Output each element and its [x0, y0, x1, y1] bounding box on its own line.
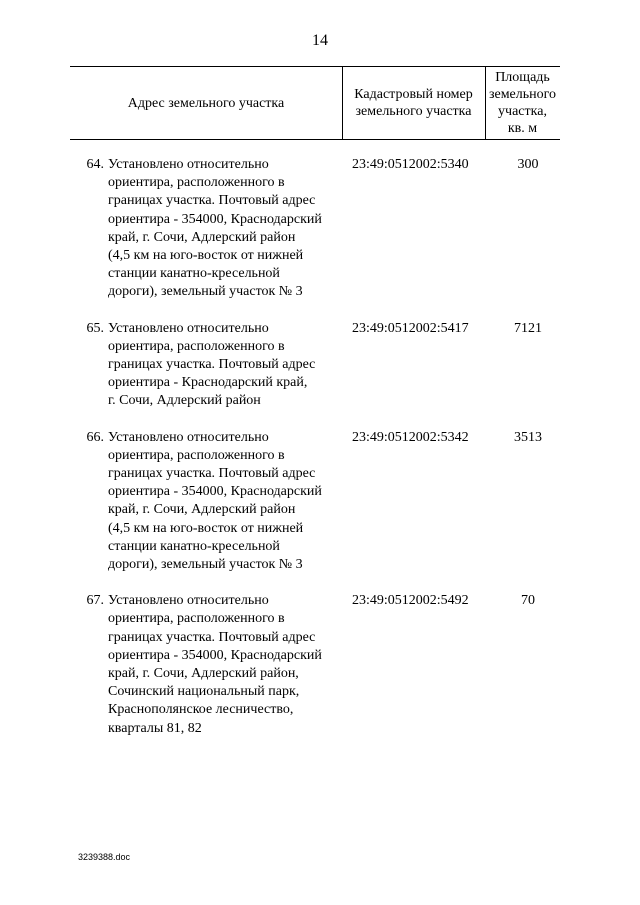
row-address: Установлено относительно ориентира, расположенного в границах участка. Почтовый адрес ориентира - 354000, Краснодарский край, г. Сочи, Адлерский район, Сочинский национальный парк, Краснополянское лесничество, кварталы 81, 82: [108, 593, 322, 736]
row-area: 70: [521, 593, 535, 609]
header-cadastral-line: Кадастровый номер: [354, 87, 473, 102]
table-row: [70, 592, 560, 738]
header-address: [70, 66, 342, 140]
header-area-line: участка,: [498, 104, 547, 119]
page-number: 14: [312, 32, 328, 49]
row-cadastral-number: 23:49:0512002:5417: [352, 320, 469, 336]
row-address: Установлено относительно ориентира, расположенного в границах участка. Почтовый адрес ориентира - 354000, Краснодарский край, г. Сочи, Адлерский район (4,5 км на юго-восток от нижней станции канатно-кресельной дороги), земельный участок № 3: [108, 157, 322, 300]
document-filename: 3239388.doc: [78, 852, 131, 862]
header-area-line: земельного: [488, 87, 557, 102]
row-cadastral-number: 23:49:0512002:5340: [352, 157, 469, 172]
header-area: [485, 66, 560, 140]
header-area-line: Площадь: [495, 70, 550, 85]
table-row: [70, 429, 560, 575]
header-address-label: Адрес земельного участка: [127, 95, 285, 111]
row-number: 65.: [86, 320, 104, 336]
table-header: [70, 66, 560, 140]
header-cadastral: [342, 66, 485, 140]
row-number: 67.: [86, 593, 104, 609]
header-area-line: кв. м: [507, 121, 538, 136]
row-area: 7121: [514, 320, 542, 336]
row-number: 64.: [86, 157, 104, 172]
row-area: 300: [517, 157, 539, 172]
row-address: Установлено относительно ориентира, расположенного в границах участка. Почтовый адрес ориентира - 354000, Краснодарский край, г. Сочи, Адлерский район (4,5 км на юго-восток от нижней станции канатно-кресельной дороги), земельный участок № 3: [108, 429, 322, 573]
row-cadastral-number: 23:49:0512002:5492: [352, 593, 469, 609]
row-address: Установлено относительно ориентира, расположенного в границах участка. Почтовый адрес ориентира - Краснодарский край, г. Сочи, Адлерский район: [108, 320, 316, 409]
header-cadastral-line: земельного участка: [355, 104, 472, 119]
table-row: [70, 320, 560, 411]
table-row: [70, 156, 560, 302]
row-cadastral-number: 23:49:0512002:5342: [352, 429, 469, 445]
table-body: [70, 156, 560, 756]
row-number: 66.: [86, 429, 104, 445]
row-area: 3513: [514, 429, 542, 445]
